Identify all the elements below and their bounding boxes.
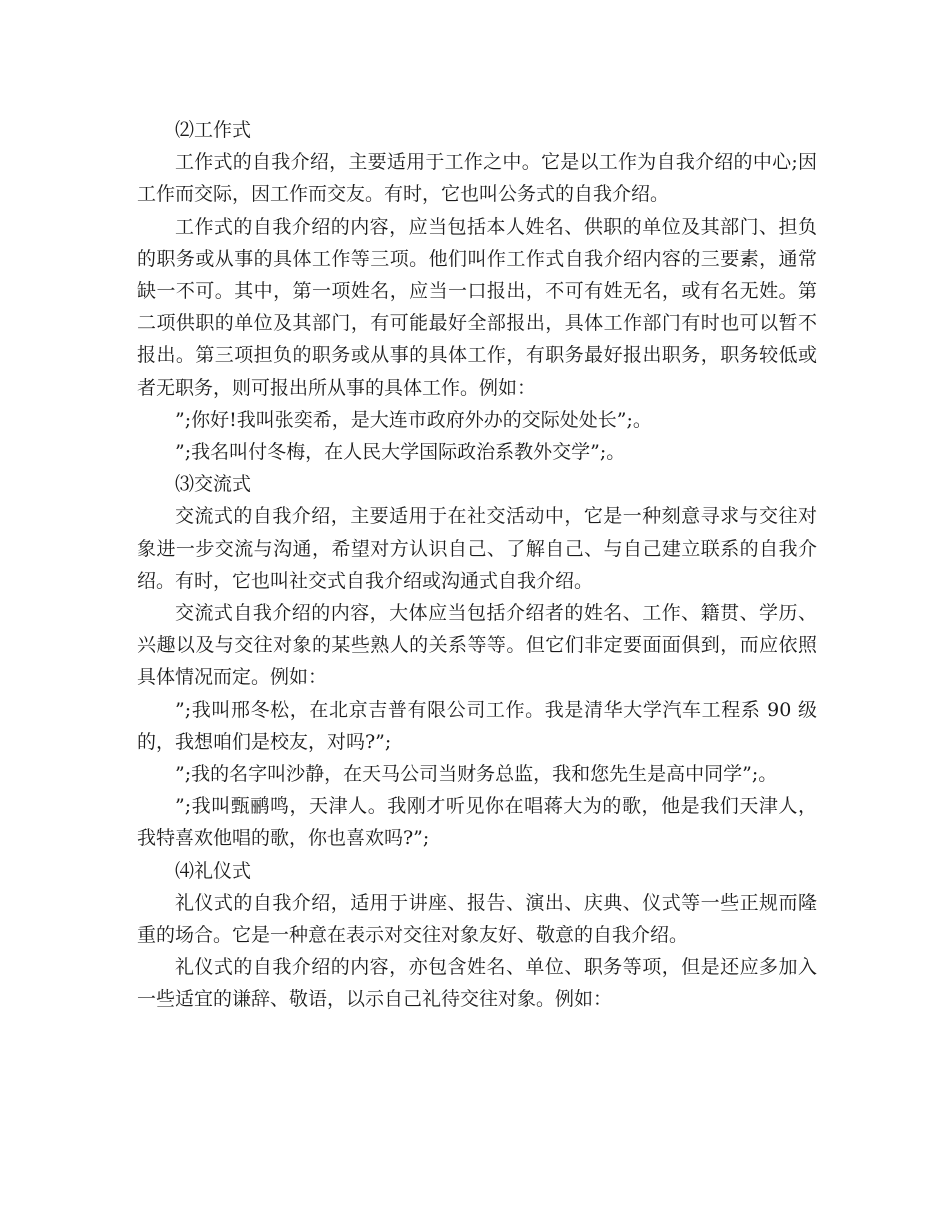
section-heading-etiquette-style: ⑷礼仪式 xyxy=(175,859,252,882)
example-quote: ”;我名叫付冬梅，在人民大学国际政治系教外交学”;。 xyxy=(175,441,626,464)
paragraph: 工作式的自我介绍，主要适用于工作之中。它是以工作为自我介绍的中心;因工作而交际，因工作而交友。有时，它也叫公务式的自我介绍。 xyxy=(137,151,817,206)
paragraph: 礼仪式的自我介绍的内容，亦包含姓名、单位、职务等项，但是还应多加入一些适宜的谦辞、敬语，以示自己礼待交往对象。例如： xyxy=(137,956,817,1011)
example-quote: ”;我叫甄鹂鸣，天津人。我刚才听见你在唱蒋大为的歌，他是我们天津人，我特喜欢他唱的歌，你也喜欢吗?”; xyxy=(137,795,817,850)
example-quote: ”;我的名字叫沙静，在天马公司当财务总监，我和您先生是高中同学”;。 xyxy=(175,763,778,786)
paragraph: 交流式自我介绍的内容，大体应当包括介绍者的姓名、工作、籍贯、学历、兴趣以及与交往对象的某些熟人的关系等等。但它们非定要面面俱到，而应依照具体情况而定。例如： xyxy=(137,602,817,689)
example-quote: ”;你好!我叫张奕希，是大连市政府外办的交际处处长”;。 xyxy=(175,408,652,431)
document-body xyxy=(137,114,817,1016)
example-quote: ”;我叫邢冬松，在北京吉普有限公司工作。我是清华大学汽车工程系 90 级的，我想咱们是校友，对吗?”; xyxy=(137,698,817,753)
paragraph: 工作式的自我介绍的内容，应当包括本人姓名、供职的单位及其部门、担负的职务或从事的具体工作等三项。他们叫作工作式自我介绍内容的三要素，通常缺一不可。其中，第一项姓名，应当一口报出，不可有姓无名，或有名无姓。第二项供职的单位及其部门，有可能最好全部报出，具体工作部门有时也可以暂不报出。第三项担负的职务或从事的具体工作，有职务最好报出职务，职务较低或者无职务，则可报出所从事的具体工作。例如： xyxy=(137,215,817,399)
section-heading-exchange-style: ⑶交流式 xyxy=(175,473,252,496)
paragraph: 交流式的自我介绍，主要适用于在社交活动中，它是一种刻意寻求与交往对象进一步交流与沟通，希望对方认识自己、了解自己、与自己建立联系的自我介绍。有时，它也叫社交式自我介绍或沟通式自我介绍。 xyxy=(137,505,817,592)
section-heading-work-style: ⑵工作式 xyxy=(175,119,252,141)
paragraph: 礼仪式的自我介绍，适用于讲座、报告、演出、庆典、仪式等一些正规而隆重的场合。它是一种意在表示对交往对象友好、敬意的自我介绍。 xyxy=(137,891,817,947)
